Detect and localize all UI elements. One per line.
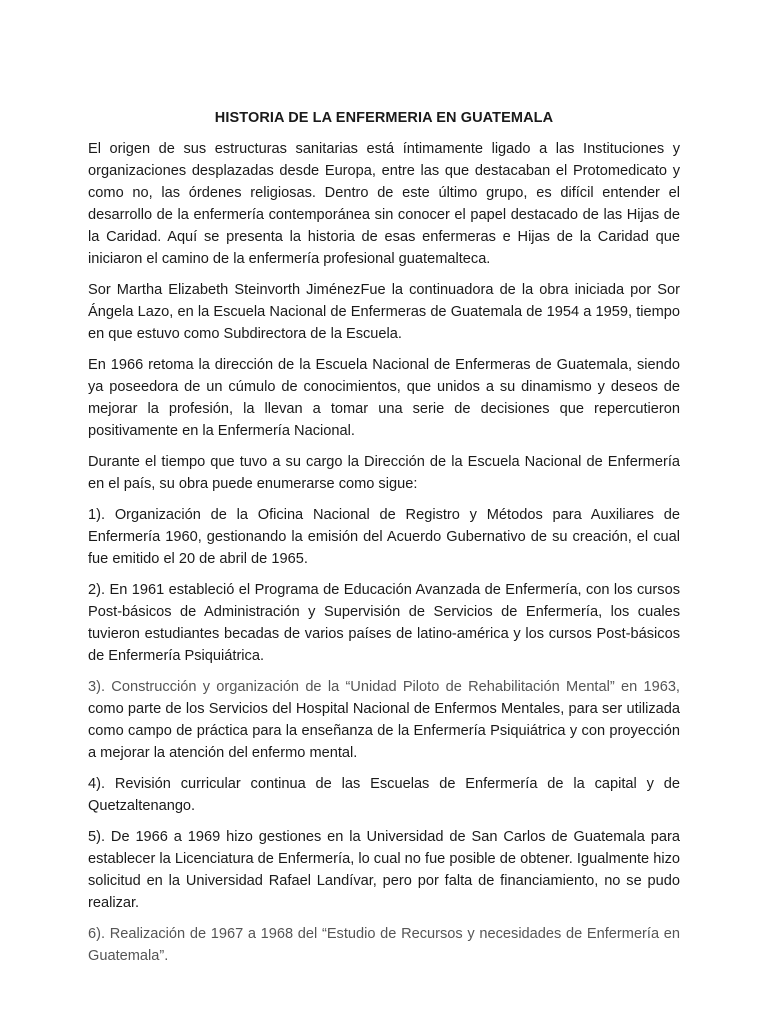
list-item-3-rest: como parte de los Servicios del Hospital Nacional de Enfermos Mentales, para ser utilizada como campo de práctica para la enseñanza de la Enfermería Psiquiátrica y con proyección a mejorar la atención del enfermo mental. bbox=[88, 701, 680, 761]
document-title: HISTORIA DE LA ENFERMERIA EN GUATEMALA bbox=[214, 110, 554, 126]
list-item-5: 5). De 1966 a 1969 hizo gestiones en la Universidad de San Carlos de Guatemala para establecer la Licenciatura de Enfermería, lo cual no fue posible de obtener. Igualmente hizo solicitud en la Universidad Rafael Landívar, pero por falta de financiamiento, no se pudo realizar. bbox=[88, 829, 680, 911]
list-item-3-lead: 3). Construcción y organización de la “Unidad Piloto de Rehabilitación Mental” en 1963, bbox=[88, 679, 680, 695]
list-item-6: 6). Realización de 1967 a 1968 del “Estudio de Recursos y necesidades de Enfermería en Guatemala”. bbox=[88, 926, 680, 964]
list-item-3 bbox=[88, 676, 680, 764]
paragraph-1966: En 1966 retoma la dirección de la Escuela Nacional de Enfermeras de Guatemala, siendo ya poseedora de un cúmulo de conocimientos, que unidos a su dinamismo y deseos de mejorar la profesión, la llevan a tomar una serie de decisiones que repercutieron positivamente en la Enfermería Nacional. bbox=[88, 357, 680, 439]
paragraph-sor-martha: Sor Martha Elizabeth Steinvorth JiménezFue la continuadora de la obra iniciada por Sor Ángela Lazo, en la Escuela Nacional de Enfermeras de Guatemala de 1954 a 1959, tiempo en que estuvo como Subdirectora de la Escuela. bbox=[88, 282, 680, 342]
list-item-4: 4). Revisión curricular continua de las Escuelas de Enfermería de la capital y de Quetzaltenango. bbox=[88, 776, 680, 814]
list-item-1: 1). Organización de la Oficina Nacional de Registro y Métodos para Auxiliares de Enfermería 1960, gestionando la emisión del Acuerdo Gubernativo de su creación, el cual fue emitido el 20 de abril de 1965. bbox=[88, 507, 680, 567]
list-item-2: 2). En 1961 estableció el Programa de Educación Avanzada de Enfermería, con los cursos Post-básicos de Administración y Supervisión de Servicios de Enfermería, los cuales tuvieron estudiantes becadas de varios países de latino-américa y los cursos Post-básicos de Enfermería Psiquiátrica. bbox=[88, 582, 680, 664]
paragraph-durante: Durante el tiempo que tuvo a su cargo la Dirección de la Escuela Nacional de Enfermería en el país, su obra puede enumerarse como sigue: bbox=[88, 454, 680, 492]
paragraph-intro: El origen de sus estructuras sanitarias está íntimamente ligado a las Instituciones y organizaciones desplazadas desde Europa, entre las que destacaban el Protomedicato y como no, las órdenes religiosas. Dentro de este último grupo, es difícil entender el desarrollo de la enfermería contemporánea sin conocer el papel destacado de las Hijas de la Caridad. Aquí se presenta la historia de esas enfermeras e Hijas de la Caridad que iniciaron el camino de la enfermería profesional guatemalteca. bbox=[88, 141, 680, 267]
